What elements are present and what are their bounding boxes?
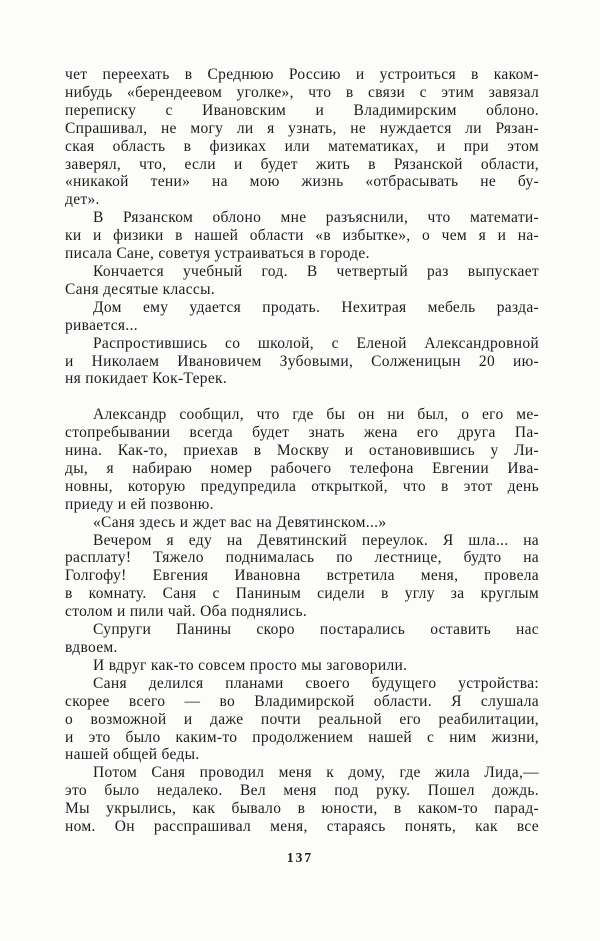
text-line: Распростившись со школой, с Еленой Александровной [93,334,539,352]
text-line: стопребывании всегда будет знать жена его друга Па- [65,424,539,442]
section-break [65,388,539,406]
text-line: Потом Саня проводил меня к дому, где жила Лида,— [93,764,539,782]
text-line: нашей общей беды. [65,746,200,764]
text-line: ном. Он расспрашивал меня, стараясь понять, как все [65,818,539,836]
text-line: дет». [65,191,100,209]
text-line: чет переехать в Среднюю Россию и устроиться в каком- [65,66,539,83]
text-line: Голгофу! Евгения Ивановна встретила меня, провела [65,567,539,585]
text-line: Вечером я еду на Девятинский переулок. Я шла... на [93,531,539,549]
text-line: Александр сообщил, что где бы он ни был, о его ме- [93,406,539,424]
text-line: новны, которую предупредила открыткой, что в этот день [65,477,539,495]
text-block [65,66,539,836]
text-line: Саня десятые классы. [65,280,216,298]
text-line: Кончается учебный год. В четвертый раз выпускает [93,262,539,280]
text-line: ня покидает Кок-Терек. [65,370,228,388]
text-line: «никакой тени» на мою жизнь «отбрасывать не бу- [65,173,539,191]
text-line: В Рязанском облоно мне разъяснили, что математи- [93,209,539,227]
text-line: приеду и ей позвоню. [65,495,214,513]
text-line: вдвоем. [65,638,118,656]
page-number: 137 [286,850,314,865]
text-line: и это было каким-то продолжением нашей с ним жизни, [65,728,539,746]
text-line: ки и физики в нашей области «в избытке», о чем я и на- [65,227,539,245]
text-line: Саня делился планами своего будущего устройства: [93,674,539,692]
text-line: Супруги Панины скоро постарались оставить нас [93,621,539,639]
text-line: «Саня здесь и ждет вас на Девятинском...» [93,513,387,531]
text-line: это было недалеко. Вел меня под руку. Пошел дождь. [65,782,539,800]
text-line: Дом ему удается продать. Нехитрая мебель разда- [93,298,539,316]
text-line: расплату! Тяжело поднималась по лестнице, будто на [65,549,539,567]
text-line: в комнату. Саня с Паниным сидели в углу за круглым [65,585,539,603]
text-line: ская область в физиках или математиках, и при этом [65,137,539,155]
text-line: писала Сане, советуя устраиваться в городе. [65,245,370,263]
text-line: ды, я набираю номер рабочего телефона Евгении Ива- [65,459,539,477]
text-line: нибудь «берендеевом уголке», что в связи с этим завязал [65,83,539,101]
text-line: и Николаем Ивановичем Зубовыми, Солженицын 20 ию- [65,352,539,370]
text-line: заверял, что, если и будет жить в Рязанской области, [65,155,539,173]
text-line: переписку с Ивановским и Владимирским облоно. [65,101,539,119]
text-line: Мы укрылись, как бывало в юности, в каком-то парад- [65,800,539,818]
text-line: нина. Как-то, приехав в Москву и остановившись у Ли- [65,442,539,460]
text-line: И вдруг как-то совсем просто мы заговорили. [93,656,408,674]
text-line: Спрашивал, не могу ли я узнать, не нуждается ли Рязан- [65,119,539,137]
text-line: ривается... [65,316,138,334]
text-line: о возможной и даже почти реальной его реабилитации, [65,710,539,728]
text-line: скорее всего — во Владимирской области. Я слушала [65,692,539,710]
text-line: столом и пили чай. Оба поднялись. [65,603,308,621]
